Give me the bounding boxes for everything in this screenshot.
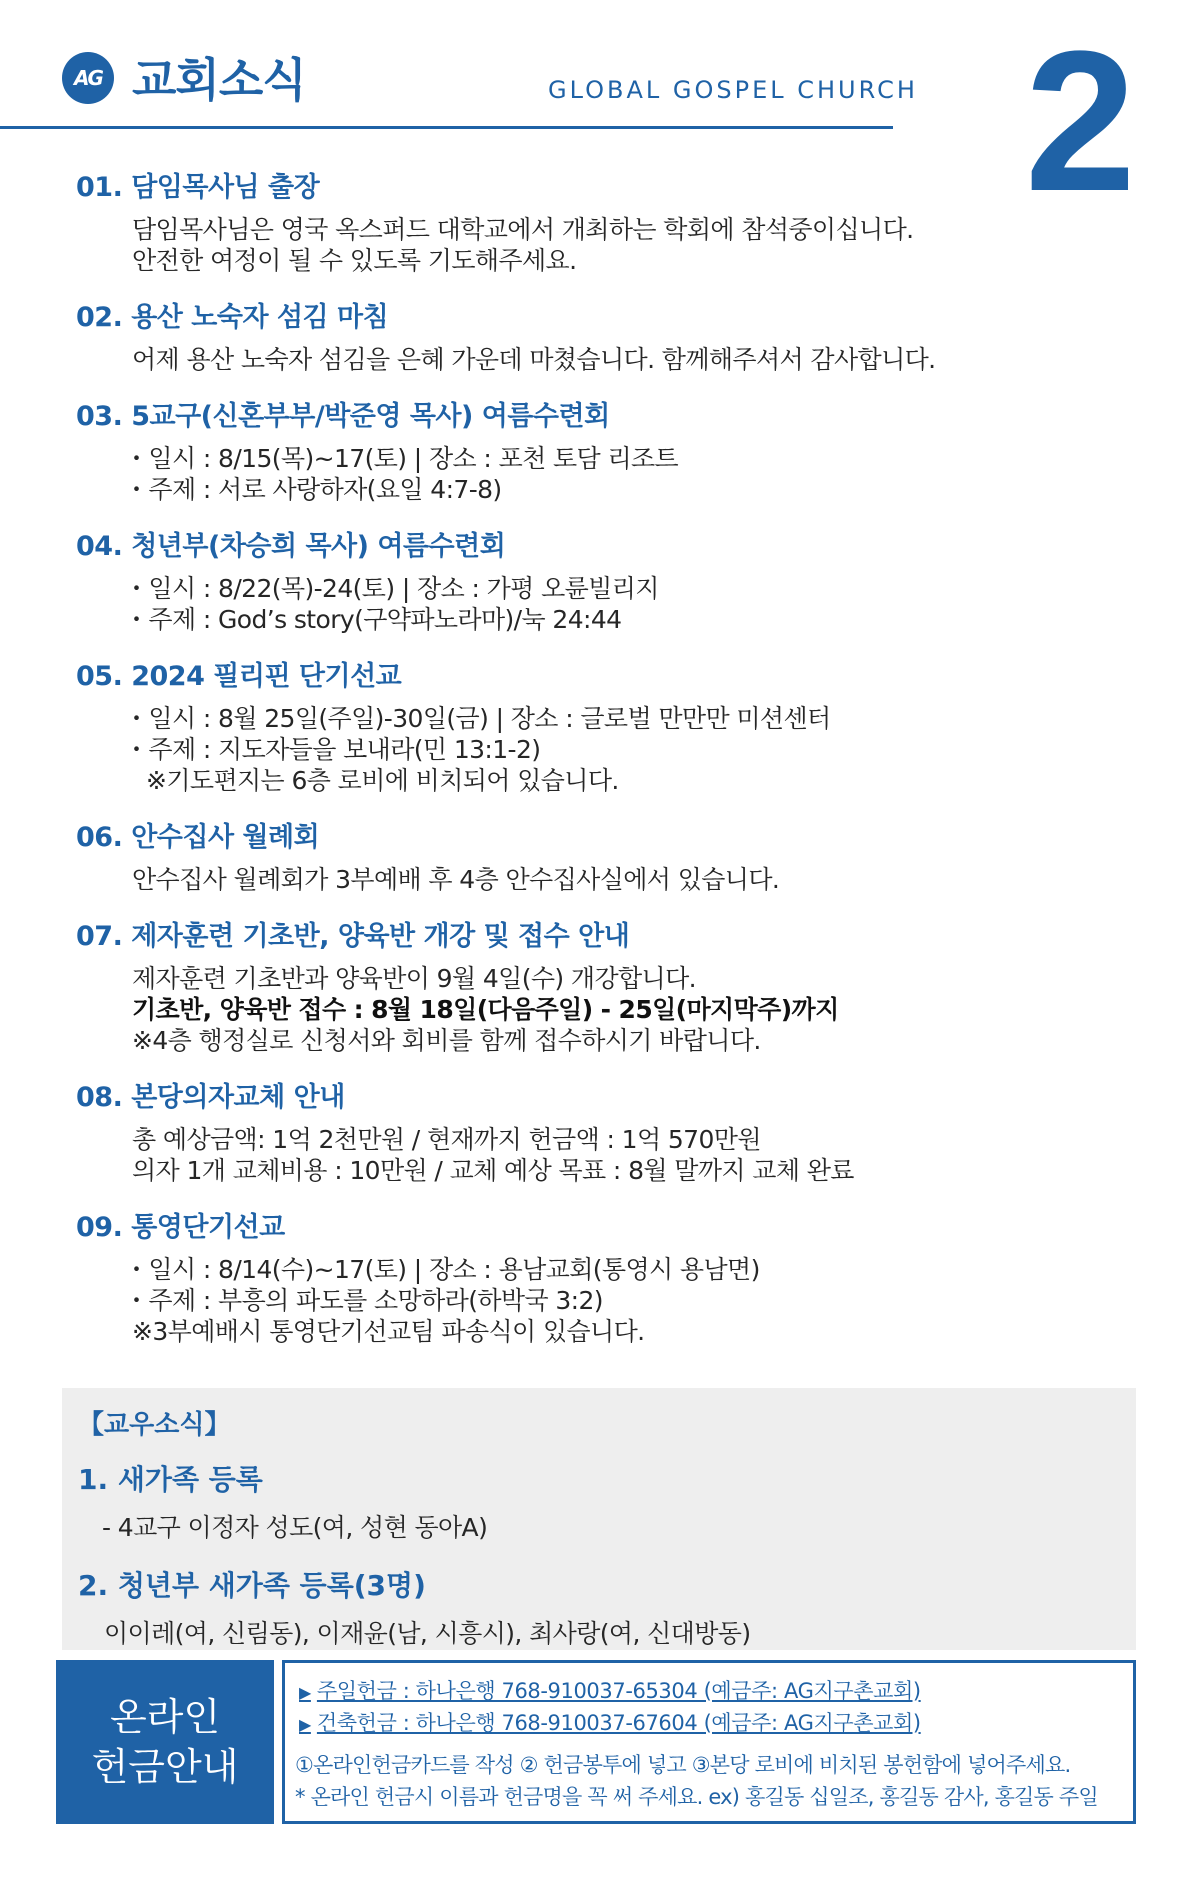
news-item-title: 09. 통영단기선교 (76, 1212, 285, 1243)
news-item-title: 02. 용산 노숙자 섬김 마침 (76, 302, 389, 333)
new-family-text: - 4교구 이정자 성도(여, 성현 동아A) (102, 1513, 488, 1542)
new-family-title: 1. 새가족 등록 (78, 1463, 263, 1496)
church-name: GLOBAL GOSPEL CHURCH (548, 76, 918, 104)
news-item-line: 안전한 여정이 될 수 있도록 기도해주세요. (132, 246, 577, 275)
news-item-line: 의자 1개 교체비용 : 10만원 / 교체 예상 목표 : 8월 말까지 교체 완료 (132, 1156, 854, 1185)
news-list (76, 170, 1116, 1371)
news-item-line: ・주제 : God’s story(구약파노라마)/눅 24:44 (124, 605, 622, 634)
news-item-line: ※기도편지는 6층 로비에 비치되어 있습니다. (146, 766, 619, 795)
church-logo: AG (62, 52, 114, 104)
news-item-line: ・일시 : 8/14(수)~17(토) | 장소 : 용남교회(통영시 용남면) (124, 1255, 760, 1284)
youth-new-family-title: 2. 청년부 새가족 등록(3명) (78, 1569, 426, 1602)
building-offering-account-text: 건축헌금 : 하나은행 768-910037-67604 (예금주: AG지구촌교회) (316, 1711, 921, 1735)
sunday-offering-account-link[interactable] (299, 1675, 921, 1705)
news-item-title: 07. 제자훈련 기초반, 양육반 개강 및 접수 안내 (76, 921, 630, 952)
news-item-title: 01. 담임목사님 출장 (76, 172, 320, 203)
news-item (76, 399, 1116, 505)
news-item-title: 04. 청년부(차승희 목사) 여름수련회 (76, 531, 506, 562)
online-offering-section (56, 1660, 1136, 1824)
news-item (76, 170, 1116, 276)
sunday-offering-account-text: 주일헌금 : 하나은행 768-910037-65304 (예금주: AG지구촌교회) (316, 1679, 921, 1703)
news-item-line: 기초반, 양육반 접수 : 8월 18일(다음주일) - 25일(마지막주)까지 (132, 995, 839, 1024)
news-item-line: 어제 용산 노숙자 섬김을 은혜 가운데 마쳤습니다. 함께해주셔서 감사합니다. (132, 345, 936, 374)
news-item (76, 820, 1116, 895)
play-arrow-icon: ▶ (299, 1683, 311, 1702)
news-item-title: 05. 2024 필리핀 단기선교 (76, 661, 402, 692)
online-offering-label (56, 1660, 274, 1824)
members-news-panel (62, 1388, 1136, 1650)
offering-steps: ①온라인헌금카드를 작성 ② 헌금봉투에 넣고 ③본당 로비에 비치된 봉헌함에 넣어주세요. (295, 1753, 1071, 1777)
page-number: 2 (1024, 10, 1136, 233)
online-offering-label-line2: 헌금안내 (91, 1745, 239, 1789)
news-item-line: 안수집사 월례회가 3부예배 후 4층 안수집사실에서 있습니다. (132, 865, 780, 894)
news-item (76, 529, 1116, 635)
page-title: 교회소식 (132, 53, 306, 107)
news-item-title: 03. 5교구(신혼부부/박준영 목사) 여름수련회 (76, 401, 610, 432)
news-item-line: ※3부예배시 통영단기선교팀 파송식이 있습니다. (132, 1317, 645, 1346)
news-item-line: ・주제 : 지도자들을 보내라(민 13:1-2) (124, 735, 541, 764)
news-item (76, 1080, 1116, 1186)
news-item-title: 06. 안수집사 월례회 (76, 822, 320, 853)
news-item-line: 제자훈련 기초반과 양육반이 9월 4일(수) 개강합니다. (132, 964, 697, 993)
header-divider (0, 126, 893, 129)
news-item-line: ・일시 : 8/15(목)~17(토) | 장소 : 포천 토담 리조트 (124, 444, 679, 473)
news-item (76, 659, 1116, 796)
play-arrow-icon: ▶ (299, 1715, 311, 1734)
youth-new-family-text: 이이레(여, 신림동), 이재윤(남, 시흥시), 최사랑(여, 신대방동) (104, 1619, 751, 1648)
news-item (76, 919, 1116, 1056)
online-offering-label-line1: 온라인 (109, 1695, 221, 1739)
news-item-line: ・주제 : 부흥의 파도를 소망하라(하박국 3:2) (124, 1286, 603, 1315)
news-item-title: 08. 본당의자교체 안내 (76, 1082, 345, 1113)
news-item-line: ・일시 : 8/22(목)-24(토) | 장소 : 가평 오륜빌리지 (124, 574, 659, 603)
news-item (76, 300, 1116, 375)
news-item (76, 1210, 1116, 1347)
news-item-line: ・일시 : 8월 25일(주일)-30일(금) | 장소 : 글로벌 만만만 미션센터 (124, 704, 831, 733)
offering-note: * 온라인 헌금시 이름과 헌금명을 꼭 써 주세요. ex) 홍길동 십일조, 홍길동 감사, 홍길동 주일 (295, 1785, 1098, 1809)
news-item-line: 담임목사님은 영국 옥스퍼드 대학교에서 개최하는 학회에 참석중이십니다. (132, 215, 914, 244)
news-item-line: ・주제 : 서로 사랑하자(요일 4:7-8) (124, 475, 502, 504)
news-item-line: 총 예상금액: 1억 2천만원 / 현재까지 헌금액 : 1억 570만원 (132, 1125, 761, 1154)
building-offering-account-link[interactable] (299, 1707, 921, 1737)
news-item-line: ※4층 행정실로 신청서와 회비를 함께 접수하시기 바랍니다. (132, 1026, 761, 1055)
members-heading: 【교우소식】 (78, 1410, 231, 1440)
online-offering-info (282, 1660, 1136, 1824)
